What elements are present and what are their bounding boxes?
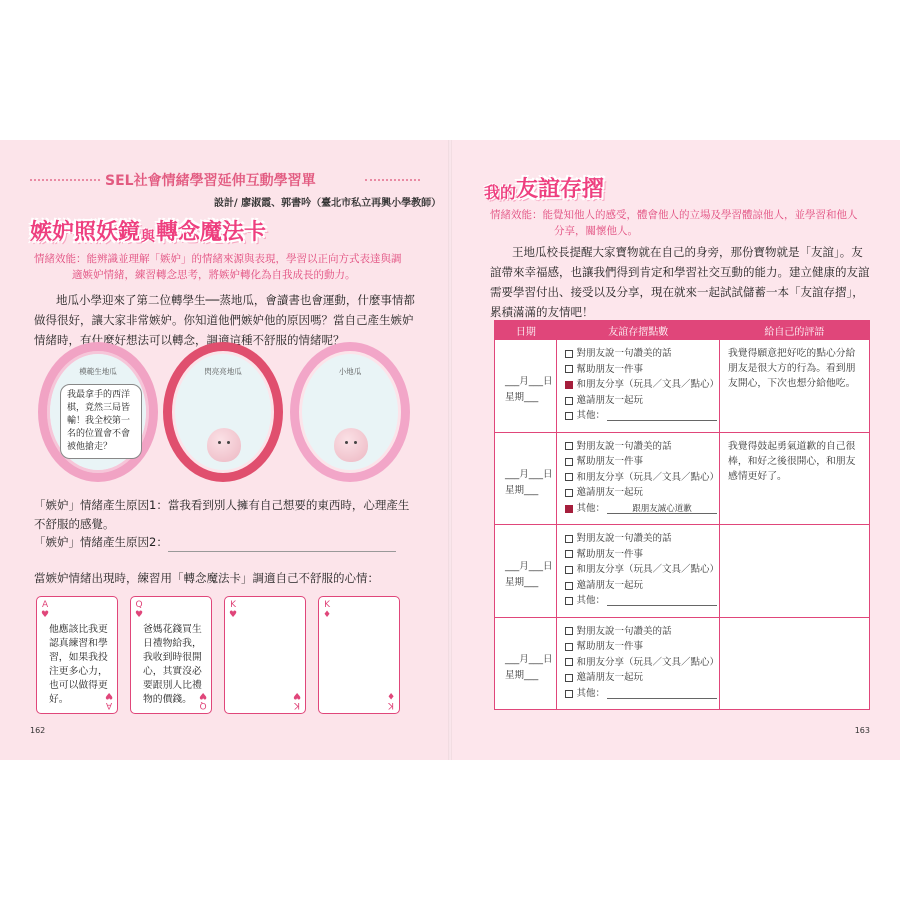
- checkbox[interactable]: [565, 489, 573, 497]
- checkbox[interactable]: [565, 535, 573, 543]
- checkbox-label: 其他：: [576, 410, 606, 422]
- date-cell[interactable]: [495, 340, 557, 432]
- other-field[interactable]: [607, 596, 717, 606]
- weekday-field[interactable]: 星期___: [505, 392, 539, 403]
- card-rank: A ♥: [41, 600, 50, 620]
- mirror-label: 閃亮亮地瓜: [204, 367, 242, 376]
- emotion-goal: [34, 251, 414, 283]
- goal-line: 情緒效能：能辨識並理解「嫉妒」的情緒來源與表現，學習以正向方式表達與調: [34, 253, 402, 265]
- comment-cell[interactable]: [720, 618, 869, 710]
- header-comment: 給自己的評語: [764, 326, 825, 338]
- checkbox-item[interactable]: [565, 346, 720, 362]
- speech-bubble: 我最拿手的西洋棋，竟然三局皆輸！我全校第一名的位置會不會被他搶走？: [60, 384, 142, 459]
- date-cell[interactable]: [495, 525, 557, 617]
- header-points: 友誼存摺點數: [608, 326, 669, 338]
- checkbox-label: 邀請朋友一起玩: [576, 579, 644, 591]
- checkbox-item[interactable]: [565, 377, 720, 393]
- page-number: 163: [854, 726, 870, 735]
- checkbox[interactable]: [565, 350, 573, 358]
- card-rank: K ♥: [292, 690, 301, 710]
- checkbox[interactable]: [565, 597, 573, 605]
- checkbox-label: 其他：: [576, 687, 606, 699]
- date-field[interactable]: ___月___日: [505, 376, 553, 387]
- checkbox-label: 對朋友說一句讚美的話: [576, 533, 672, 544]
- title-part2: 與: [141, 229, 156, 245]
- sweet-potato-character: [207, 428, 241, 462]
- mirror-shiny: [163, 342, 283, 482]
- title-big: 友誼存摺: [516, 177, 605, 202]
- checkbox[interactable]: [565, 365, 573, 373]
- date-field[interactable]: ___月___日: [505, 468, 553, 480]
- header-date: 日期: [515, 326, 536, 338]
- checkbox[interactable]: [565, 674, 573, 682]
- mirror-model-student: [38, 342, 158, 482]
- table-header: [495, 321, 869, 339]
- checkbox-label: 邀請朋友一起玩: [576, 394, 644, 406]
- checkbox-label: 對朋友說一句讚美的話: [576, 440, 672, 452]
- checkbox-label: 對朋友說一句讚美的話: [576, 348, 672, 359]
- checkbox-item[interactable]: [565, 593, 720, 609]
- card-text: 他應該比我更認真練習和學習，如果我投注更多心力，也可以做得更好。: [49, 624, 108, 705]
- book-gutter: [448, 140, 452, 760]
- weekday-field[interactable]: 星期___: [505, 484, 539, 496]
- checkbox-label: 幫助朋友一件事: [576, 363, 644, 375]
- magic-card[interactable]: [318, 596, 400, 714]
- intro-paragraph: 地瓜小學迎來了第二位轉學生──蒸地瓜，會讀書也會運動，什麼事情都做得很好，讓大家非常嫉妒。你知道他們嫉妒他的原因嗎？當自己產生嫉妒情緒時，有什麼好想法可以轉念，調適這種不舒服的情緒呢？: [34, 293, 415, 347]
- goal-line: 分享，關懷他人。: [554, 225, 638, 237]
- left-page: [0, 140, 450, 760]
- checkbox-item[interactable]: [565, 639, 720, 655]
- checkbox-label: 和朋友分享（玩具／文具／點心）: [576, 656, 720, 668]
- table-row: [495, 339, 869, 432]
- card-intro: 當嫉妒情緒出現時，練習用「轉念魔法卡」調適自己不舒服的心情：: [34, 571, 379, 585]
- sel-title: SEL社會情緒學習延伸互動學習單: [105, 173, 316, 189]
- sweet-potato-character: [334, 428, 368, 462]
- checkbox-item[interactable]: [565, 655, 720, 671]
- card-text: 爸媽花錢買生日禮物給我，我收到時很開心，其實沒必要跟別人比禮物的價錢。: [143, 624, 202, 705]
- checkbox-item[interactable]: [565, 362, 720, 378]
- checkbox[interactable]: [565, 442, 573, 450]
- table-row: [495, 524, 869, 617]
- checkbox-item[interactable]: [565, 501, 720, 517]
- checkbox-item[interactable]: [565, 408, 720, 424]
- emotion-goal: [490, 207, 880, 239]
- magic-card[interactable]: [224, 596, 306, 714]
- title-part3: 轉念魔法卡: [156, 220, 267, 245]
- other-field[interactable]: 跟朋友誠心道歉: [607, 504, 717, 514]
- weekday-field[interactable]: 星期___: [505, 669, 539, 681]
- table-row: [495, 432, 869, 525]
- comment-cell[interactable]: [720, 525, 869, 617]
- other-field[interactable]: [607, 689, 717, 699]
- checkbox-item[interactable]: [565, 454, 720, 470]
- designer-credit: 設計/ 廖淑霞、郭書吟（臺北市私立再興小學教師）: [214, 198, 442, 209]
- mirror-small: [290, 342, 410, 482]
- checkbox[interactable]: [565, 397, 573, 405]
- mirror-label: 小地瓜: [338, 367, 362, 376]
- checkbox[interactable]: [565, 550, 573, 558]
- other-field[interactable]: [607, 411, 717, 421]
- goal-line: 情緒效能：能覺知他人的感受，體會他人的立場及學習體諒他人，並學習和他人: [490, 209, 858, 221]
- checkbox-label: 其他：: [576, 595, 606, 607]
- card-rank: K ♦: [323, 600, 332, 620]
- answer-line[interactable]: [168, 540, 396, 552]
- checkbox[interactable]: [565, 473, 573, 481]
- checkbox-item[interactable]: [565, 439, 720, 455]
- checkbox-label: 其他：: [576, 502, 606, 514]
- checkbox-item[interactable]: [565, 547, 720, 563]
- intro-paragraph: 王地瓜校長提醒大家寶物就在自己的身旁，那份寶物就是「友誼」。友誼帶來幸福感，也讓我們得到肯定和學習社交互動的能力。建立健康的友誼需要學習付出、接受以及分享，現在就來一起試試儲蓄一本「友誼存摺」，累積滿滿的友情吧！: [490, 245, 870, 319]
- weekday-field[interactable]: 星期___: [505, 577, 539, 588]
- checkbox-item[interactable]: [565, 470, 720, 486]
- card-rank: Q ♥: [198, 690, 207, 710]
- checkbox-label: 幫助朋友一件事: [576, 641, 644, 653]
- checkbox[interactable]: [565, 458, 573, 466]
- magic-card[interactable]: [130, 596, 212, 714]
- checkbox-label: 和朋友分享（玩具／文具／點心）: [576, 564, 720, 576]
- dotted-divider: [365, 179, 420, 181]
- checkbox-item[interactable]: [565, 670, 720, 686]
- page-title: [484, 172, 604, 203]
- checkbox[interactable]: [565, 582, 573, 590]
- points-cell: [557, 340, 721, 432]
- mirror-label: 模範生地瓜: [79, 367, 117, 376]
- page-title: [30, 216, 266, 246]
- checkbox-item[interactable]: [565, 393, 720, 409]
- checkbox[interactable]: [565, 381, 573, 389]
- checkbox[interactable]: [565, 566, 573, 574]
- checkbox[interactable]: [565, 643, 573, 651]
- checkbox[interactable]: [565, 690, 573, 698]
- date-field[interactable]: ___月___日: [505, 653, 553, 665]
- checkbox-label: 和朋友分享（玩具／文具／點心）: [576, 379, 720, 391]
- checkbox-item[interactable]: [565, 531, 720, 547]
- points-cell: [557, 618, 721, 710]
- friendship-table: [494, 320, 870, 710]
- date-field[interactable]: ___月___日: [505, 561, 553, 572]
- checkbox-label: 邀請朋友一起玩: [576, 487, 644, 499]
- checkbox[interactable]: [565, 627, 573, 635]
- checkbox[interactable]: [565, 412, 573, 420]
- points-cell: [557, 525, 721, 617]
- date-cell[interactable]: [495, 618, 557, 710]
- date-cell[interactable]: [495, 433, 557, 525]
- checkbox-item[interactable]: [565, 562, 720, 578]
- card-rank: A ♥: [104, 690, 113, 710]
- right-page: [450, 140, 900, 760]
- magic-card[interactable]: [36, 596, 118, 714]
- table-row: [495, 617, 869, 710]
- comment-cell[interactable]: 我覺得願意把好吃的點心分給朋友是很大方的行為。看到朋友開心，下次也想分給他吃。: [728, 348, 856, 389]
- card-rank: K ♥: [229, 600, 238, 620]
- checkbox[interactable]: [565, 658, 573, 666]
- points-cell: [557, 433, 721, 525]
- checkbox-item[interactable]: [565, 485, 720, 501]
- comment-cell[interactable]: 我覺得鼓起勇氣道歉的自己很棒，和好之後很開心，和朋友感情更好了。: [728, 440, 856, 482]
- dotted-divider: [30, 179, 100, 181]
- title-part1: 嫉妒照妖鏡: [30, 220, 141, 245]
- checkbox-item[interactable]: [565, 686, 720, 702]
- card-rank: K ♦: [386, 690, 395, 710]
- reason-1: 「嫉妒」情緒產生原因1：當我看到別人擁有自己想要的東西時，心理產生不舒服的感覺。: [34, 498, 410, 531]
- checkbox-item[interactable]: [565, 624, 720, 640]
- checkbox-label: 幫助朋友一件事: [576, 456, 644, 468]
- goal-line: 適嫉妒情緒，練習轉念思考，將嫉妒轉化為自我成長的動力。: [72, 269, 356, 281]
- reason-2: [34, 533, 414, 552]
- title-small: 我的: [484, 183, 517, 202]
- checkbox-label: 幫助朋友一件事: [576, 548, 644, 560]
- card-rank: Q ♥: [135, 600, 144, 620]
- reason-2-label: 「嫉妒」情緒產生原因2：: [34, 535, 168, 549]
- checkbox-label: 和朋友分享（玩具／文具／點心）: [576, 471, 720, 483]
- checkbox-label: 邀請朋友一起玩: [576, 672, 644, 684]
- checkbox-item[interactable]: [565, 578, 720, 594]
- sel-header: [30, 170, 420, 188]
- checkbox-label: 對朋友說一句讚美的話: [576, 625, 672, 637]
- checkbox[interactable]: [565, 505, 573, 513]
- page-number: 162: [30, 726, 46, 735]
